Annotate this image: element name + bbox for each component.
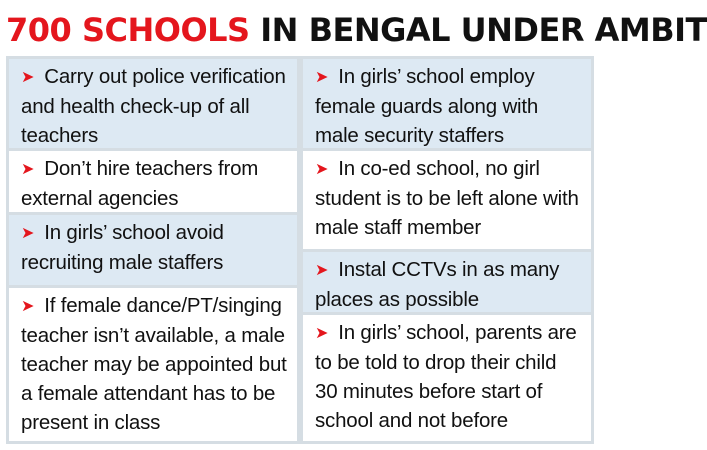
- guideline-item: [303, 252, 591, 312]
- guideline-item: [9, 288, 297, 441]
- headline-highlight: 700 SCHOOLS: [6, 11, 250, 49]
- guideline-text: In girls’ school, parents are to be told to drop their child 30 minutes before start of school and not before: [315, 321, 577, 432]
- guideline-item: [9, 215, 297, 285]
- guideline-item: [303, 315, 591, 441]
- guidelines-table: [6, 56, 594, 444]
- guideline-text: In girls’ school employ female guards along with male security staffers: [315, 65, 539, 147]
- guideline-text: Instal CCTVs in as many places as possible: [315, 258, 560, 311]
- guideline-text: If female dance/PT/singing teacher isn’t available, a male teacher may be appointed but a female attendant has to be present in class: [21, 294, 287, 434]
- guideline-item: [303, 59, 591, 148]
- guideline-item: [9, 59, 297, 148]
- arrowhead-right-icon: ➤: [21, 69, 35, 86]
- arrowhead-right-icon: ➤: [315, 69, 329, 86]
- headline-rest: IN BENGAL UNDER AMBIT: [249, 11, 707, 49]
- arrowhead-right-icon: ➤: [21, 298, 35, 315]
- arrowhead-right-icon: ➤: [315, 325, 329, 342]
- guideline-text: Don’t hire teachers from external agencies: [21, 157, 259, 210]
- arrowhead-right-icon: ➤: [21, 161, 35, 178]
- arrowhead-right-icon: ➤: [315, 161, 329, 178]
- guideline-item: [303, 151, 591, 249]
- guideline-item: [9, 151, 297, 212]
- arrowhead-right-icon: ➤: [315, 262, 329, 279]
- guideline-text: Carry out police verification and health check-up of all teachers: [21, 65, 286, 147]
- guideline-text: In girls’ school avoid recruiting male staffers: [21, 221, 224, 274]
- headline: [6, 4, 707, 56]
- arrowhead-right-icon: ➤: [21, 225, 35, 242]
- guideline-text: In co-ed school, no girl student is to be left alone with male staff member: [315, 157, 579, 239]
